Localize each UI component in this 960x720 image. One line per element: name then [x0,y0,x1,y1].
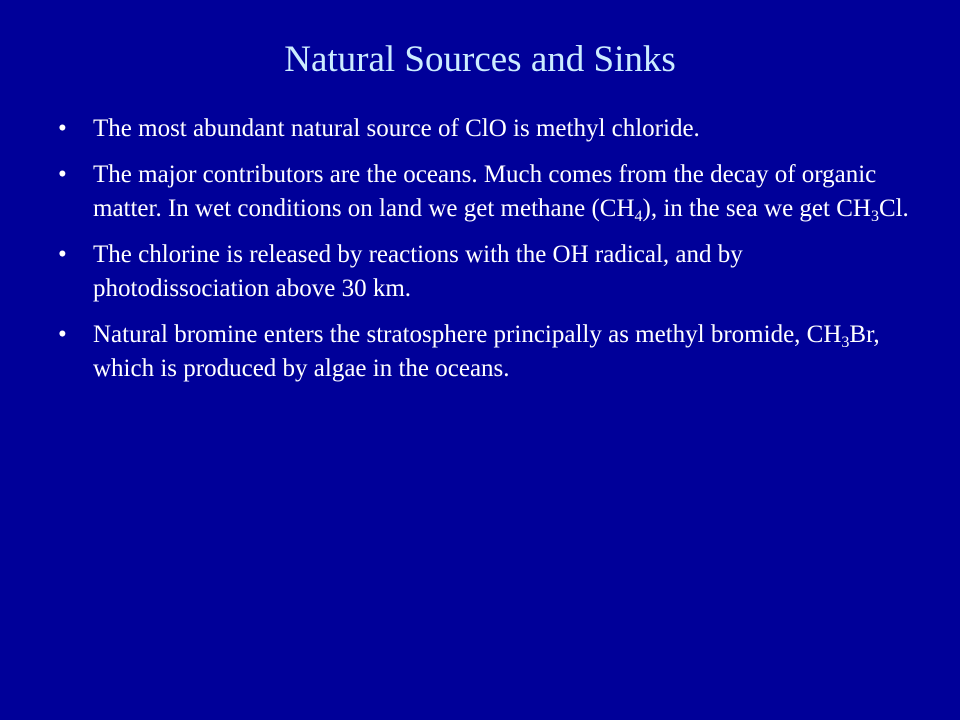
bullet-item [56,238,916,306]
bullet-text-part: Cl. [878,195,909,222]
bullet-list [56,112,916,398]
subscript: 3 [870,208,879,225]
bullet-text: The chlorine is released by reactions with the OH radical, and by photodissociation above 30 km. [93,241,743,302]
bullet-icon: • [58,241,67,268]
bullet-text-part: The major contributors are the oceans. Much comes from the decay of organic matter. In wet conditions on land we get methane (CH [93,161,877,222]
bullet-text-part: ), in the sea we get CH [642,195,871,222]
bullet-text: The most abundant natural source of ClO is methyl chloride. [93,115,700,142]
bullet-text-part: Natural bromine enters the stratosphere principally as methyl bromide, CH [93,321,842,348]
bullet-icon: • [58,161,67,188]
bullet-item [56,318,916,386]
bullet-text [93,321,880,382]
subscript: 3 [841,334,850,351]
bullet-text-part: Br, which is produced by algae in the oceans. [93,321,880,382]
bullet-item [56,158,916,226]
bullet-icon: • [58,115,67,142]
subscript: 4 [634,208,643,225]
slide-title: Natural Sources and Sinks [284,39,676,80]
bullet-text [93,161,909,225]
bullet-item [56,112,916,146]
bullet-icon: • [58,321,67,348]
